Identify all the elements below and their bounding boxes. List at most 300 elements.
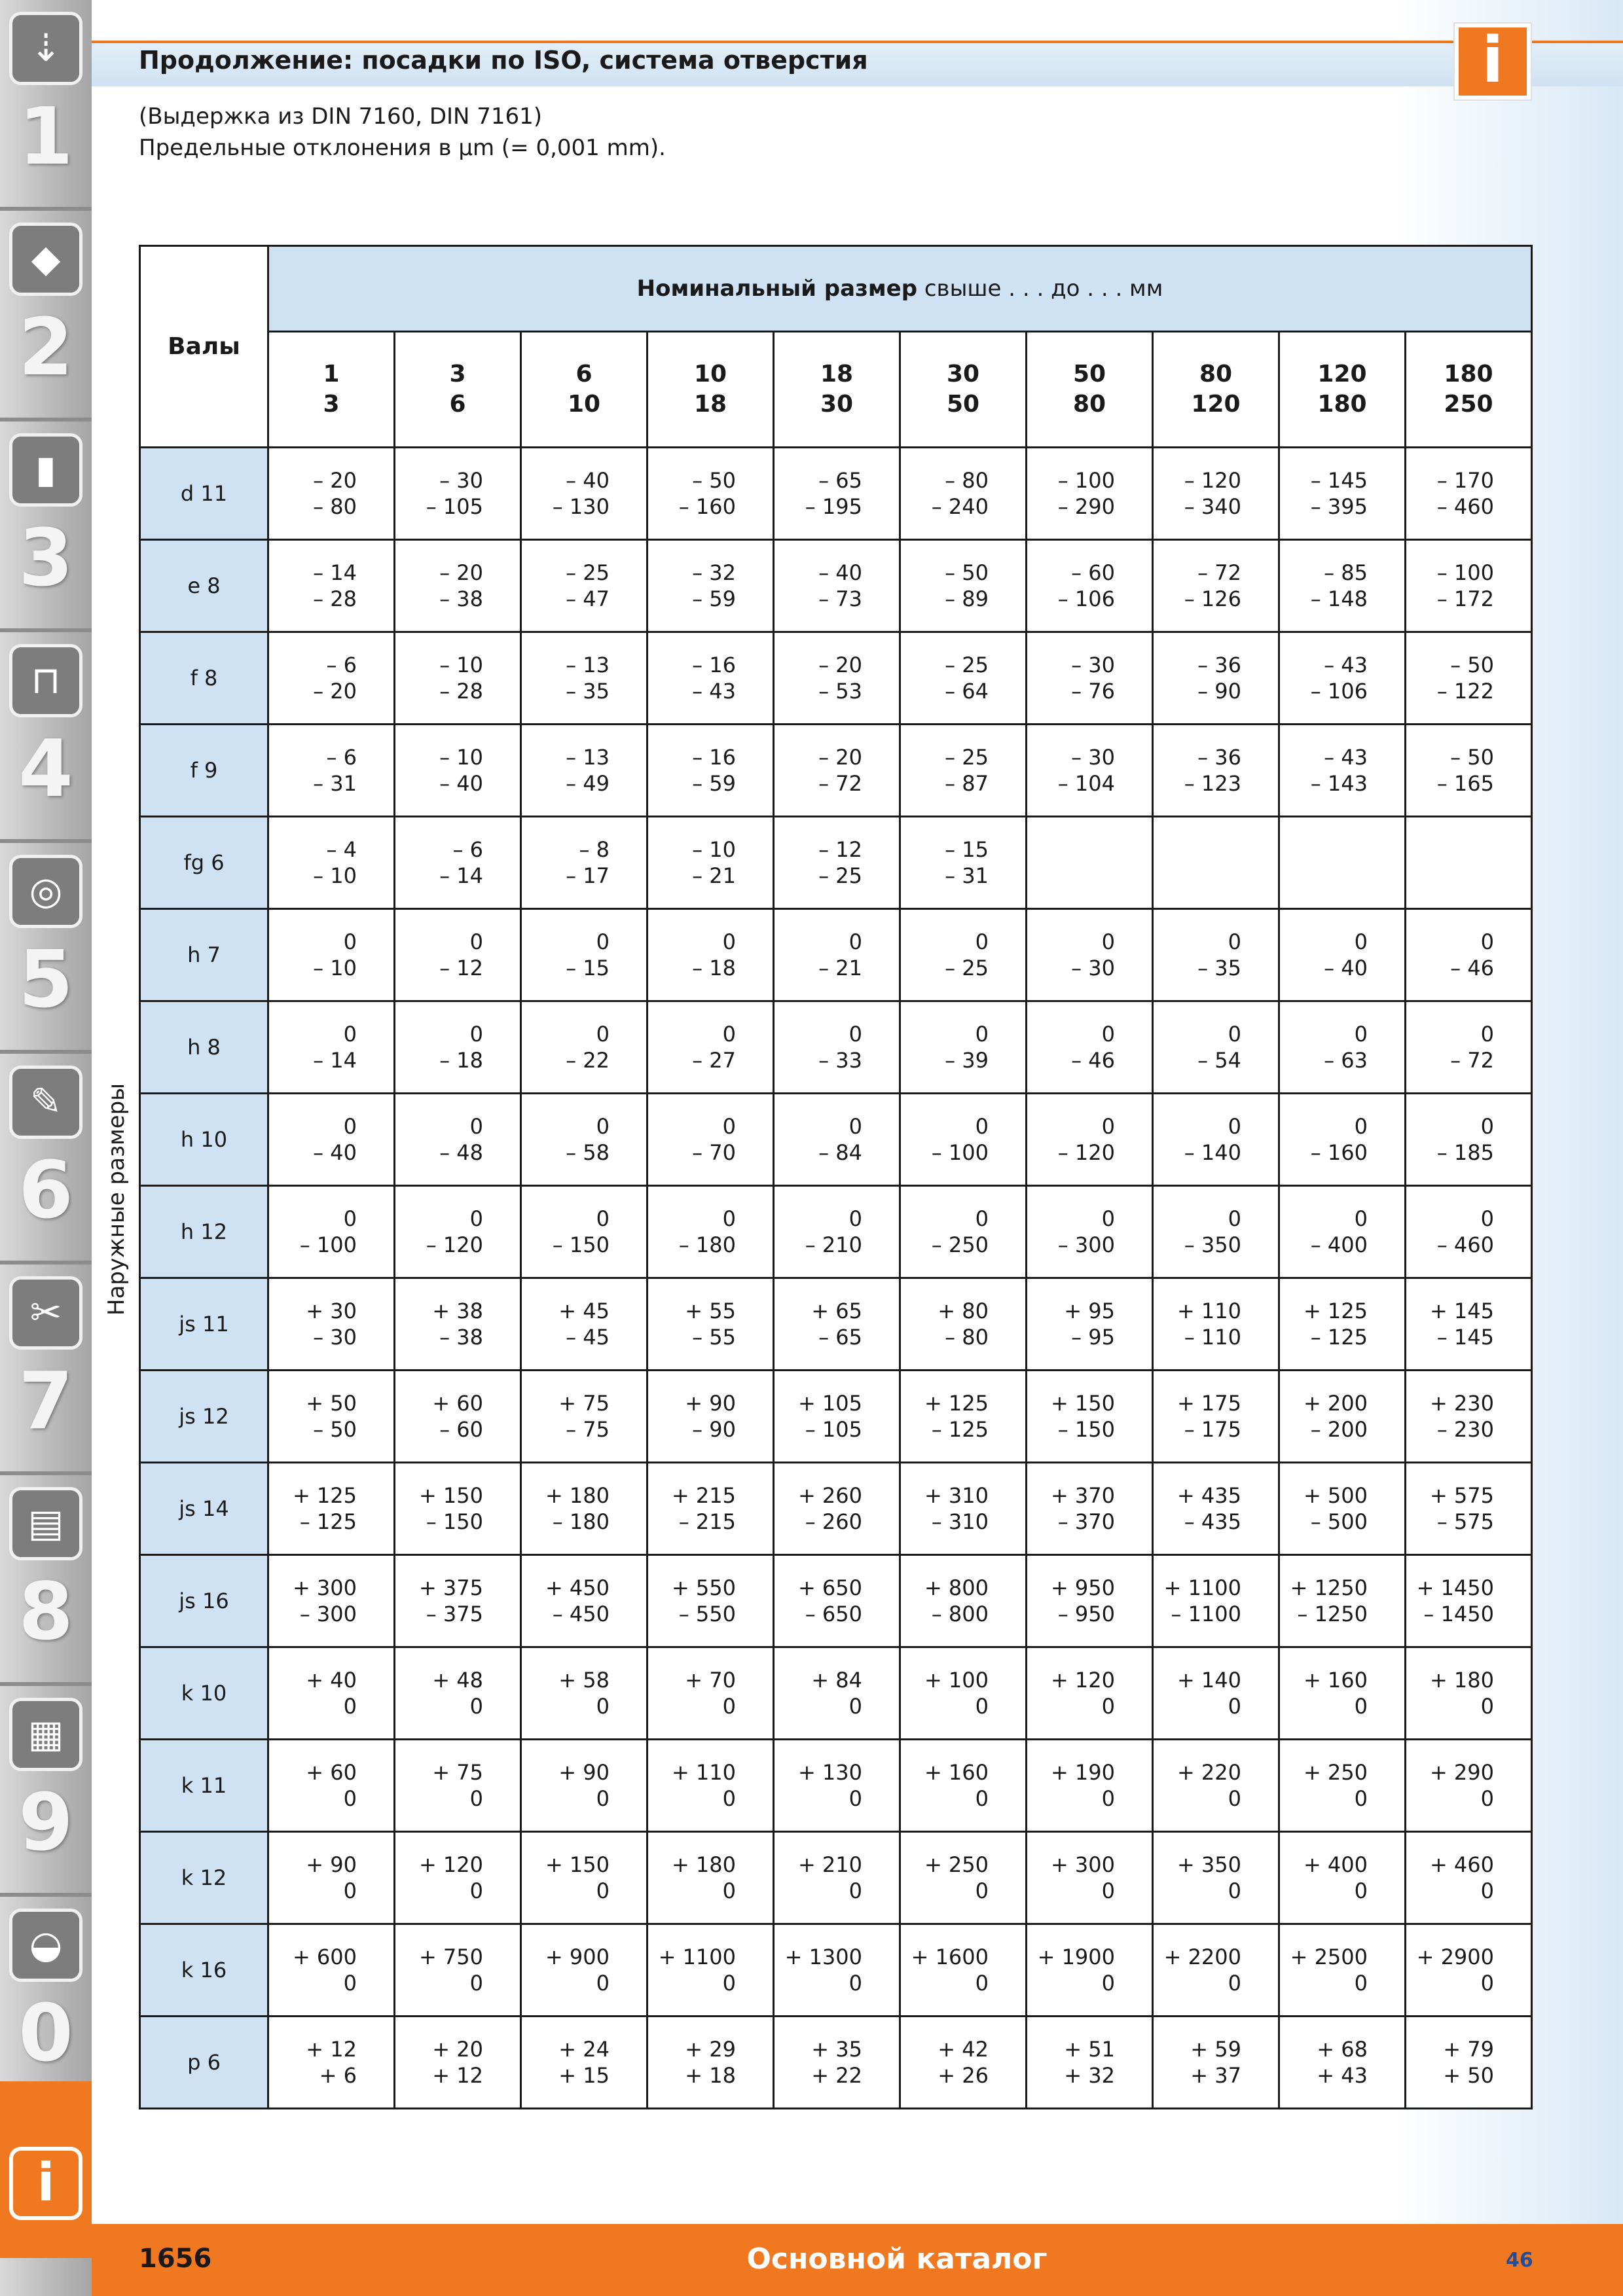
lower-deviation: – 25 [818, 863, 862, 888]
lower-deviation: 0 [722, 1971, 736, 1996]
deviation-cell [1279, 725, 1406, 817]
deviation-cell [774, 909, 900, 1001]
upper-deviation: 0 [722, 1206, 736, 1231]
deviation-cell [900, 2017, 1027, 2109]
lower-deviation: – 143 [1310, 771, 1368, 796]
tab-info[interactable] [0, 2081, 92, 2258]
size-from: 6 [575, 361, 593, 387]
lower-deviation: – 64 [945, 679, 989, 704]
deviation-cell [1153, 909, 1279, 1001]
deviation-cell [1406, 1647, 1532, 1740]
upper-deviation: + 29 [685, 2037, 736, 2062]
deviation-cell [395, 1278, 521, 1371]
upper-deviation: – 100 [1057, 468, 1115, 493]
upper-deviation: + 60 [306, 1760, 357, 1785]
deviation-cell [900, 909, 1027, 1001]
deviation-cell [900, 1094, 1027, 1186]
shaft-tolerance-label: js 11 [140, 1278, 268, 1371]
deviation-cell [1406, 1186, 1532, 1278]
size-column-header [900, 332, 1027, 448]
lower-deviation: – 106 [1310, 679, 1368, 704]
deviation-cell [1027, 1186, 1153, 1278]
lower-deviation: 0 [975, 1878, 989, 1903]
lower-deviation: – 48 [439, 1140, 483, 1165]
size-column-header [1153, 332, 1279, 448]
lower-deviation: – 500 [1310, 1509, 1368, 1534]
tab-section-1[interactable] [0, 0, 92, 211]
upper-deviation: – 20 [439, 560, 483, 585]
deviation-cell [647, 448, 774, 540]
lower-deviation: – 400 [1310, 1232, 1368, 1257]
deviation-cell [1406, 1740, 1532, 1832]
lower-deviation [1027, 863, 1152, 889]
deviation-cell [1406, 1278, 1532, 1371]
upper-deviation: + 300 [1050, 1852, 1115, 1877]
deviation-cell [1027, 1555, 1153, 1647]
upper-deviation: 0 [1101, 1022, 1115, 1047]
deviation-cell [521, 1647, 647, 1740]
lower-deviation: – 90 [1197, 679, 1241, 704]
upper-deviation: – 14 [313, 560, 357, 585]
deviation-cell [647, 1278, 774, 1371]
tab-section-9[interactable] [0, 1686, 92, 1897]
upper-deviation: 0 [596, 929, 610, 954]
lower-deviation: – 130 [552, 494, 610, 519]
deviation-cell [900, 1740, 1027, 1832]
upper-deviation: 0 [1228, 1206, 1241, 1231]
deviation-cell [1406, 909, 1532, 1001]
upper-deviation: – 6 [326, 653, 357, 677]
upper-deviation: + 290 [1429, 1760, 1494, 1785]
lower-deviation: – 17 [566, 863, 610, 888]
deviation-cell [395, 909, 521, 1001]
upper-deviation: + 120 [1050, 1668, 1115, 1693]
deviation-cell [395, 540, 521, 632]
upper-deviation: + 12 [306, 2037, 357, 2062]
deviation-cell [647, 1371, 774, 1463]
upper-deviation: + 38 [432, 1299, 483, 1323]
tab-number: 6 [18, 1145, 73, 1236]
deviation-cell [900, 1278, 1027, 1371]
upper-deviation: – 30 [1071, 653, 1115, 677]
lower-deviation: – 106 [1057, 586, 1115, 611]
upper-deviation: + 30 [306, 1299, 357, 1323]
lower-deviation: – 125 [299, 1509, 357, 1534]
upper-deviation: – 80 [945, 468, 989, 493]
intro-source: (Выдержка из DIN 7160, DIN 7161) [139, 103, 543, 130]
upper-deviation: – 12 [818, 837, 862, 862]
tab-section-0[interactable] [0, 1897, 92, 2108]
upper-deviation: 0 [343, 1206, 357, 1231]
lower-deviation: – 33 [818, 1048, 862, 1073]
lower-deviation: – 180 [552, 1509, 610, 1534]
deviation-cell [268, 817, 395, 909]
tab-section-4[interactable] [0, 632, 92, 843]
lower-deviation: 0 [848, 1878, 862, 1903]
lower-deviation: – 54 [1197, 1048, 1241, 1073]
upper-deviation: 0 [975, 1022, 989, 1047]
upper-deviation: + 400 [1303, 1852, 1368, 1877]
shaft-tolerance-label: h 8 [140, 1001, 268, 1094]
upper-deviation: 0 [343, 1114, 357, 1139]
upper-deviation: 0 [848, 1022, 862, 1047]
table-row [140, 1001, 1532, 1094]
upper-deviation: – 13 [566, 653, 610, 677]
deviation-cell [521, 1555, 647, 1647]
lower-deviation: – 210 [805, 1232, 862, 1257]
lower-deviation: – 87 [945, 771, 989, 796]
upper-deviation: – 20 [818, 653, 862, 677]
deviation-cell [1027, 1832, 1153, 1924]
deviation-cell [1027, 817, 1153, 909]
table-row [140, 540, 1532, 632]
shaft-tolerance-label: js 16 [140, 1555, 268, 1647]
deviation-cell [395, 1647, 521, 1740]
tab-section-5[interactable] [0, 843, 92, 1054]
upper-deviation: – 145 [1310, 468, 1368, 493]
deviation-cell [647, 1924, 774, 2017]
lower-deviation: – 1450 [1423, 1602, 1494, 1626]
upper-deviation: – 120 [1184, 468, 1241, 493]
upper-deviation: 0 [469, 1022, 483, 1047]
deviation-cell [268, 1647, 395, 1740]
lower-deviation: + 12 [432, 2063, 483, 2088]
upper-deviation: 0 [1480, 929, 1494, 954]
upper-deviation: – 40 [566, 468, 610, 493]
lower-deviation: 0 [1480, 1786, 1494, 1811]
lower-deviation: – 290 [1057, 494, 1115, 519]
deviation-cell [1027, 1094, 1153, 1186]
info-icon[interactable]: i [1455, 24, 1531, 99]
upper-deviation: + 1900 [1037, 1945, 1115, 1969]
lower-deviation: – 230 [1436, 1417, 1494, 1442]
table-row [140, 1924, 1532, 2017]
lower-deviation: 0 [1354, 1878, 1368, 1903]
deviation-cell [1153, 448, 1279, 540]
lower-deviation: – 89 [945, 586, 989, 611]
deviation-cell [774, 1278, 900, 1371]
deviation-cell [900, 1371, 1027, 1463]
upper-deviation: 0 [469, 1206, 483, 1231]
lower-deviation: + 26 [938, 2063, 989, 2088]
deviation-cell [647, 1555, 774, 1647]
lower-deviation: – 160 [678, 494, 736, 519]
deviation-cell [1153, 1278, 1279, 1371]
upper-deviation: + 1450 [1416, 1575, 1494, 1600]
size-column-header [774, 332, 900, 448]
lower-deviation: – 300 [1057, 1232, 1115, 1257]
deviation-cell [774, 2017, 900, 2109]
lower-deviation: – 46 [1071, 1048, 1115, 1073]
pliers-icon: ✂ [9, 1276, 82, 1350]
nominal-size-bold: Номинальный размер [636, 276, 918, 302]
footer-sheet-number: 46 [1506, 2249, 1533, 2272]
size-to: 3 [323, 391, 340, 418]
upper-deviation: 0 [848, 1114, 862, 1139]
size-from: 3 [449, 361, 466, 387]
lower-deviation: – 80 [945, 1325, 989, 1350]
size-to: 10 [567, 391, 601, 418]
lower-deviation [1154, 863, 1278, 889]
lower-deviation: – 160 [1310, 1140, 1368, 1165]
deviation-cell [395, 448, 521, 540]
lower-deviation: 0 [596, 1694, 610, 1719]
tab-section-3[interactable] [0, 422, 92, 632]
upper-deviation: + 35 [811, 2037, 862, 2062]
lower-deviation: – 38 [439, 586, 483, 611]
upper-deviation: 0 [1228, 1022, 1241, 1047]
upper-deviation: + 80 [938, 1299, 989, 1323]
upper-deviation: + 125 [924, 1391, 989, 1416]
tab-section-7[interactable] [0, 1265, 92, 1475]
lower-deviation: – 21 [818, 956, 862, 980]
deviation-cell [268, 2017, 395, 2109]
upper-deviation: + 42 [938, 2037, 989, 2062]
upper-deviation: 0 [1354, 929, 1368, 954]
upper-deviation: + 59 [1190, 2037, 1241, 2062]
lower-deviation: – 104 [1057, 771, 1115, 796]
upper-deviation: + 75 [432, 1760, 483, 1785]
upper-deviation: 0 [975, 929, 989, 954]
shaft-tolerance-label: js 14 [140, 1463, 268, 1555]
upper-deviation: 0 [848, 929, 862, 954]
size-to: 30 [820, 391, 854, 418]
lower-deviation: – 14 [439, 863, 483, 888]
lower-deviation: 0 [1354, 1786, 1368, 1811]
lower-deviation: – 1250 [1297, 1602, 1368, 1626]
upper-deviation: + 20 [432, 2037, 483, 2062]
deviation-cell [268, 540, 395, 632]
deviation-cell [647, 1647, 774, 1740]
lower-deviation: – 150 [1057, 1417, 1115, 1442]
upper-deviation: + 140 [1176, 1668, 1241, 1693]
shaft-tolerance-label: fg 6 [140, 817, 268, 909]
upper-deviation: + 125 [292, 1483, 357, 1508]
deviation-cell [647, 2017, 774, 2109]
upper-deviation: – 36 [1197, 653, 1241, 677]
upper-deviation: – 50 [945, 560, 989, 585]
deviation-cell [1279, 1463, 1406, 1555]
upper-deviation: – 30 [1071, 745, 1115, 770]
deviation-cell [1027, 2017, 1153, 2109]
tab-number: 9 [18, 1778, 73, 1869]
lower-deviation: 0 [1228, 1694, 1241, 1719]
lower-deviation: – 370 [1057, 1509, 1115, 1534]
upper-deviation: 0 [469, 929, 483, 954]
size-to: 80 [1072, 391, 1106, 418]
lower-deviation: – 175 [1184, 1417, 1241, 1442]
size-from: 180 [1444, 361, 1493, 387]
lower-deviation: 0 [1101, 1971, 1115, 1996]
upper-deviation: – 10 [439, 745, 483, 770]
table-row [140, 1186, 1532, 1278]
deviation-cell [1027, 1740, 1153, 1832]
tab-section-2[interactable] [0, 211, 92, 422]
deviation-cell [1406, 1094, 1532, 1186]
lower-deviation: – 10 [313, 956, 357, 980]
upper-deviation: + 460 [1429, 1852, 1494, 1877]
deviation-cell [1279, 1094, 1406, 1186]
lower-deviation: – 50 [313, 1417, 357, 1442]
deviation-cell [268, 1924, 395, 2017]
upper-deviation: + 1600 [911, 1945, 989, 1969]
lower-deviation: – 120 [426, 1232, 483, 1257]
tab-number: 3 [18, 513, 73, 604]
lower-deviation: – 180 [678, 1232, 736, 1257]
deviation-cell [1027, 909, 1153, 1001]
tab-number: 1 [18, 92, 73, 183]
lower-deviation: + 50 [1443, 2063, 1494, 2088]
deviation-cell [900, 448, 1027, 540]
deviation-cell [774, 1647, 900, 1740]
saw-blade-icon: ◎ [9, 855, 82, 928]
lower-deviation: – 45 [566, 1325, 610, 1350]
upper-deviation: + 1100 [1163, 1575, 1241, 1600]
upper-deviation: + 120 [418, 1852, 483, 1877]
upper-deviation: + 150 [1050, 1391, 1115, 1416]
intro-units: Предельные отклонения в µm (= 0,001 mm). [139, 135, 666, 161]
deviation-cell [774, 1832, 900, 1924]
shaft-tolerance-label: h 12 [140, 1186, 268, 1278]
deviation-cell [395, 1463, 521, 1555]
lower-deviation: + 32 [1064, 2063, 1115, 2088]
lower-deviation: 0 [1228, 1878, 1241, 1903]
upper-deviation: + 950 [1050, 1575, 1115, 1600]
upper-deviation: – 50 [1450, 653, 1494, 677]
upper-deviation: 0 [1101, 1114, 1115, 1139]
lower-deviation: 0 [343, 1786, 357, 1811]
deviation-cell [774, 1740, 900, 1832]
shaft-tolerance-label: h 7 [140, 909, 268, 1001]
lower-deviation: – 90 [692, 1417, 736, 1442]
deviation-cell [521, 1278, 647, 1371]
lower-deviation: – 550 [678, 1602, 736, 1626]
size-to: 50 [946, 391, 980, 418]
lower-deviation: – 15 [566, 956, 610, 980]
nominal-size-rest: свыше . . . до . . . мм [917, 276, 1163, 302]
deviation-cell [521, 1001, 647, 1094]
lower-deviation: 0 [1480, 1971, 1494, 1996]
deviation-cell [395, 817, 521, 909]
deviation-cell [521, 448, 647, 540]
upper-deviation: + 180 [545, 1483, 610, 1508]
upper-deviation: + 650 [797, 1575, 862, 1600]
deviation-cell [647, 1740, 774, 1832]
deviation-cell [1279, 540, 1406, 632]
upper-deviation: + 190 [1050, 1760, 1115, 1785]
deviation-cell [521, 1832, 647, 1924]
deviation-cell [647, 1001, 774, 1094]
deviation-cell [1153, 1094, 1279, 1186]
lower-deviation: 0 [1480, 1878, 1494, 1903]
deviation-cell [1279, 1924, 1406, 2017]
lower-deviation: 0 [596, 1786, 610, 1811]
upper-deviation: + 95 [1064, 1299, 1115, 1323]
deviation-cell [395, 1924, 521, 2017]
lower-deviation: 0 [1101, 1786, 1115, 1811]
upper-deviation: + 40 [306, 1668, 357, 1693]
lower-deviation: – 84 [818, 1140, 862, 1165]
lower-deviation: – 575 [1436, 1509, 1494, 1534]
lower-deviation: – 95 [1071, 1325, 1115, 1350]
deviation-cell [774, 448, 900, 540]
size-from: 1 [323, 361, 340, 387]
deviation-cell [900, 1186, 1027, 1278]
lower-deviation: – 59 [692, 586, 736, 611]
deviation-cell [268, 632, 395, 725]
upper-deviation: + 84 [811, 1668, 862, 1693]
lower-deviation: – 31 [313, 771, 357, 796]
upper-deviation: + 575 [1429, 1483, 1494, 1508]
upper-deviation: + 60 [432, 1391, 483, 1416]
upper-deviation: + 110 [671, 1760, 736, 1785]
caliper-icon: ⊓ [9, 644, 82, 717]
lower-deviation: + 37 [1190, 2063, 1241, 2088]
tab-number: 7 [18, 1356, 73, 1447]
size-column-header [268, 332, 395, 448]
tab-number: 0 [18, 1988, 73, 2079]
lower-deviation: – 30 [313, 1325, 357, 1350]
table-row [140, 725, 1532, 817]
upper-deviation: + 2900 [1416, 1945, 1494, 1969]
upper-deviation: 0 [596, 1114, 610, 1139]
deviation-cell [1279, 1278, 1406, 1371]
deviation-cell [774, 540, 900, 632]
deviation-cell [395, 1001, 521, 1094]
deviation-cell [774, 1371, 900, 1463]
deviation-cell [1153, 1555, 1279, 1647]
corner-label: Валы [140, 246, 268, 448]
deviation-cell [1153, 1463, 1279, 1555]
deviation-cell [1027, 1278, 1153, 1371]
upper-deviation: + 110 [1176, 1299, 1241, 1323]
lower-deviation: – 10 [313, 863, 357, 888]
lower-deviation: 0 [722, 1694, 736, 1719]
deviation-cell [1279, 2017, 1406, 2109]
upper-deviation: – 25 [566, 560, 610, 585]
lower-deviation: – 172 [1436, 586, 1494, 611]
lower-deviation [1406, 863, 1531, 889]
upper-deviation: – 43 [1324, 745, 1368, 770]
upper-deviation: + 70 [685, 1668, 736, 1693]
upper-deviation: + 180 [1429, 1668, 1494, 1693]
deviation-cell [1027, 725, 1153, 817]
lower-deviation: – 40 [313, 1140, 357, 1165]
lower-deviation: 0 [596, 1971, 610, 1996]
upper-deviation: – 43 [1324, 653, 1368, 677]
deviation-cell [268, 1832, 395, 1924]
lower-deviation: – 122 [1436, 679, 1494, 704]
upper-deviation: + 1250 [1290, 1575, 1368, 1600]
deviation-cell [647, 909, 774, 1001]
lower-deviation: – 31 [945, 863, 989, 888]
deviation-cell [1153, 540, 1279, 632]
side-label [97, 1083, 136, 1322]
upper-deviation: + 55 [685, 1299, 736, 1323]
deviation-cell [521, 1924, 647, 2017]
upper-deviation [1406, 836, 1531, 863]
lower-deviation: 0 [343, 1971, 357, 1996]
tab-section-6[interactable] [0, 1054, 92, 1265]
shaft-tolerance-label: p 6 [140, 2017, 268, 2109]
tab-section-8[interactable] [0, 1475, 92, 1686]
deviation-cell [774, 725, 900, 817]
upper-deviation: + 50 [306, 1391, 357, 1416]
upper-deviation: + 375 [418, 1575, 483, 1600]
deviation-cell [1406, 448, 1532, 540]
upper-deviation: – 20 [313, 468, 357, 493]
deviation-cell [900, 1463, 1027, 1555]
